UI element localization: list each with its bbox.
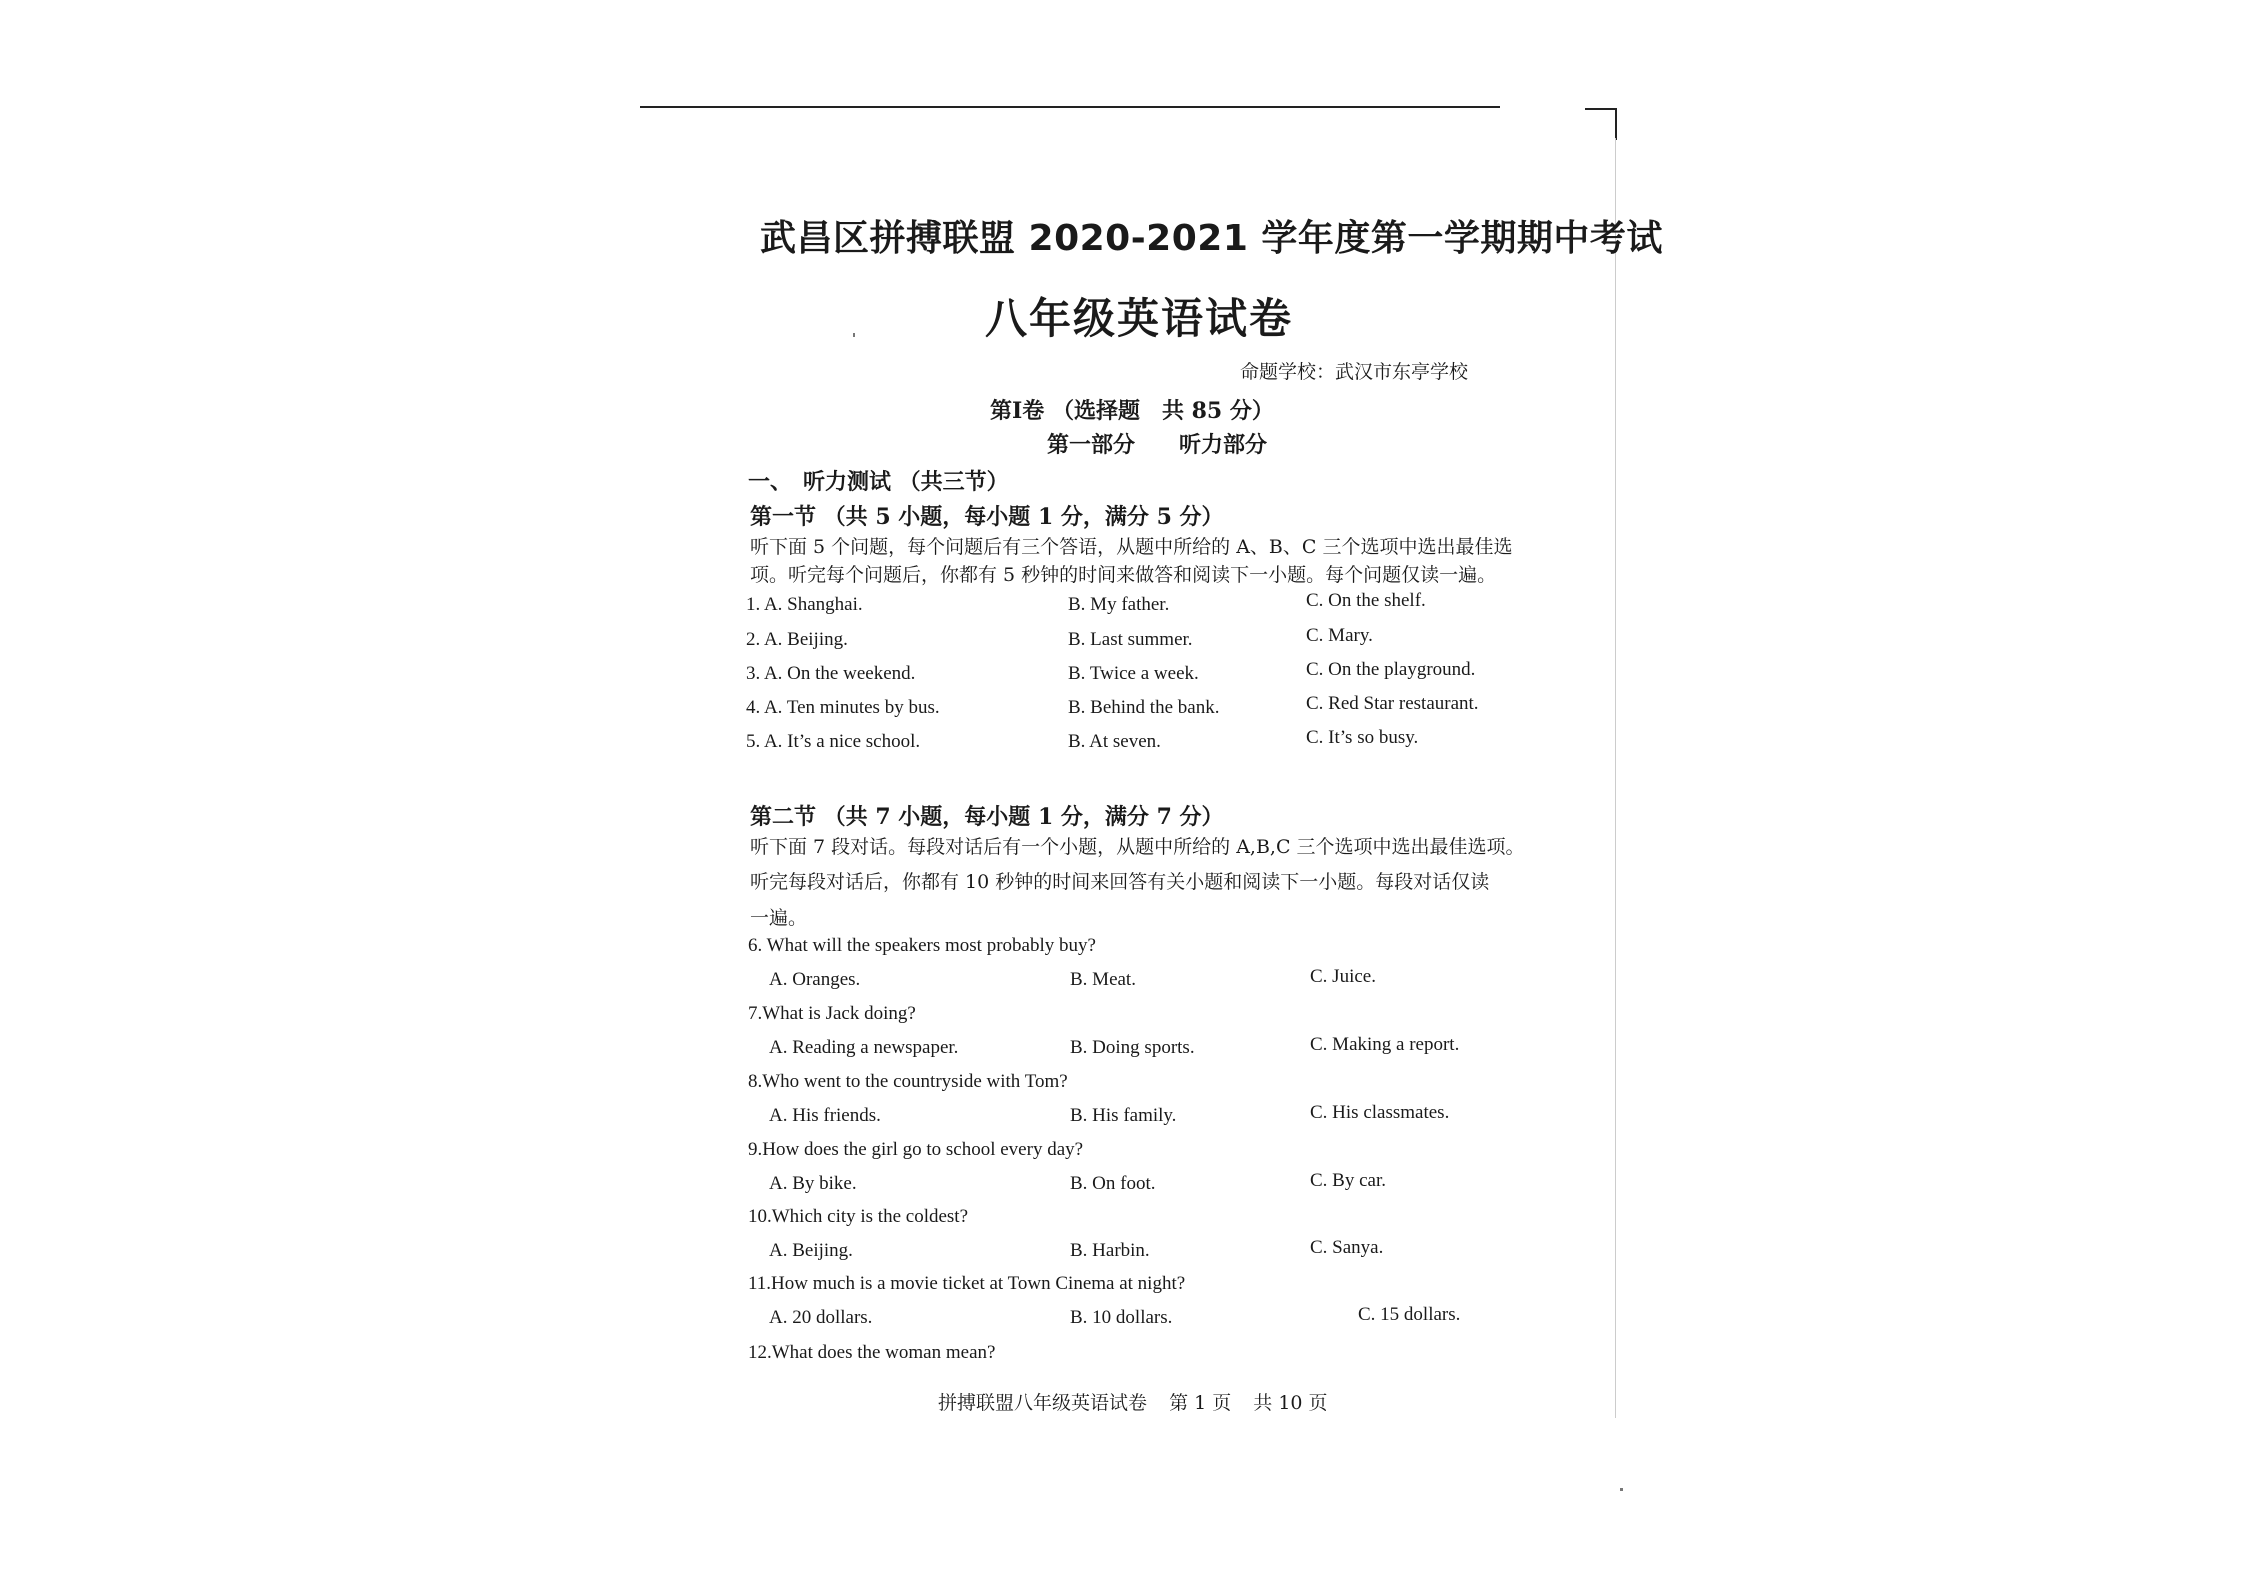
section-heading: 一、 听力测试 （共三节）: [748, 469, 1009, 495]
option-a: A. His friends.: [769, 1105, 881, 1126]
page-footer: [938, 1388, 1344, 1415]
section2-instructions-line: 听完每段对话后，你都有 10 秒钟的时间来回答有关小题和阅读下一小题。每段对话仅读: [750, 871, 1490, 893]
option-c: C. By car.: [1310, 1170, 1386, 1191]
part-heading: 第一部分 听力部分: [1047, 432, 1268, 458]
question-text: 7.What is Jack doing?: [748, 1003, 916, 1024]
option-a: A. Reading a newspaper.: [769, 1037, 959, 1058]
option-b: B. On foot.: [1070, 1173, 1156, 1194]
footer-page: 第 1 页: [1169, 1392, 1232, 1414]
option-b: B. My father.: [1068, 594, 1170, 615]
footer-title: 拼搏联盟八年级英语试卷: [938, 1392, 1148, 1414]
option-b: B. Meat.: [1070, 969, 1136, 990]
section1-instructions-line: 听下面 5 个问题，每个问题后有三个答语，从题中所给的 A、B、C 三个选项中选出最佳选: [750, 536, 1513, 558]
school-line: 命题学校：武汉市东亭学校: [1240, 361, 1469, 383]
question-text: 8.Who went to the countryside with Tom?: [748, 1071, 1068, 1092]
exam-subtitle: 八年级英语试卷: [985, 294, 1294, 343]
question-text: 6. What will the speakers most probably buy?: [748, 935, 1096, 956]
option-a: 2. A. Beijing.: [746, 629, 848, 650]
exam-title: 武昌区拼搏联盟 2020-2021 学年度第一学期期中考试: [760, 218, 1663, 259]
option-b: B. Harbin.: [1070, 1240, 1150, 1261]
question-text: 11.How much is a movie ticket at Town Cinema at night?: [748, 1273, 1186, 1294]
option-c: C. On the shelf.: [1306, 590, 1426, 611]
option-b: B. 10 dollars.: [1070, 1307, 1173, 1328]
option-b: B. At seven.: [1068, 731, 1161, 752]
footer-total: 共 10 页: [1253, 1392, 1328, 1414]
option-b: B. Last summer.: [1068, 629, 1193, 650]
option-c: C. On the playground.: [1306, 659, 1476, 680]
option-a: 5. A. It’s a nice school.: [746, 731, 921, 752]
option-a: A. 20 dollars.: [769, 1307, 873, 1328]
option-c: C. Sanya.: [1310, 1237, 1384, 1258]
page-edge: [1615, 138, 1616, 1418]
question-text: 10.Which city is the coldest?: [748, 1206, 969, 1227]
option-c: C. Juice.: [1310, 966, 1376, 987]
option-b: B. Behind the bank.: [1068, 697, 1220, 718]
section2-heading: 第二节 （共 7 小题，每小题 1 分，满分 7 分）: [750, 804, 1224, 830]
option-a: 3. A. On the weekend.: [746, 663, 916, 684]
option-a: 4. A. Ten minutes by bus.: [746, 697, 940, 718]
option-c: C. Making a report.: [1310, 1034, 1460, 1055]
option-b: B. Doing sports.: [1070, 1037, 1195, 1058]
option-b: B. Twice a week.: [1068, 663, 1199, 684]
section1-instructions-line: 项。听完每个问题后，你都有 5 秒钟的时间来做答和阅读下一小题。每个问题仅读一遍。: [750, 564, 1497, 586]
option-c: C. His classmates.: [1310, 1102, 1450, 1123]
top-rule: [640, 106, 1500, 108]
option-a: 1. A. Shanghai.: [746, 594, 863, 615]
option-c: C. It’s so busy.: [1306, 727, 1419, 748]
option-c: C. Mary.: [1306, 625, 1373, 646]
option-c: C. Red Star restaurant.: [1306, 693, 1479, 714]
option-a: A. By bike.: [769, 1173, 857, 1194]
option-a: A. Beijing.: [769, 1240, 853, 1261]
section2-instructions-line: 一遍。: [750, 907, 808, 929]
scan-speck: [853, 333, 855, 337]
option-c: C. 15 dollars.: [1358, 1304, 1461, 1325]
question-text: 12.What does the woman mean?: [748, 1342, 996, 1363]
question-text: 9.How does the girl go to school every day?: [748, 1139, 1084, 1160]
scan-speck: [1620, 1488, 1623, 1491]
volume-heading: 第Ⅰ卷 （选择题 共 85 分）: [990, 398, 1274, 424]
section1-heading: 第一节 （共 5 小题，每小题 1 分，满分 5 分）: [750, 504, 1224, 530]
section2-instructions-line: 听下面 7 段对话。每段对话后有一个小题，从题中所给的 A,B,C 三个选项中选出最佳选项。: [750, 836, 1525, 858]
page-corner-mark: [1585, 108, 1617, 140]
option-a: A. Oranges.: [769, 969, 861, 990]
option-b: B. His family.: [1070, 1105, 1177, 1126]
